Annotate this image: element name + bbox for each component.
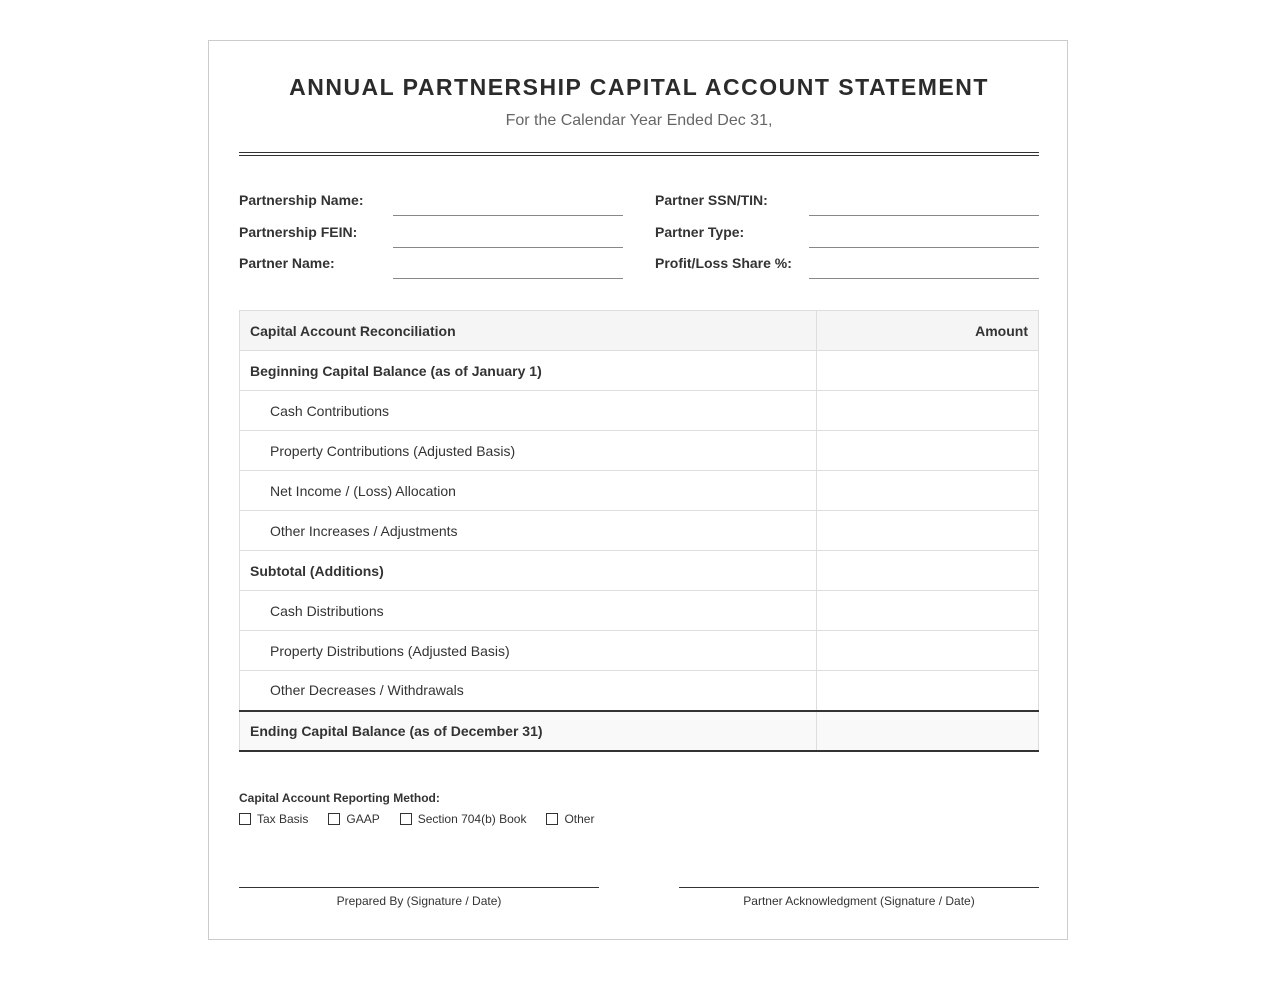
option-label: GAAP [346, 812, 380, 826]
option-tax-basis[interactable] [239, 812, 308, 826]
option-other[interactable] [546, 812, 594, 826]
row-label: Property Distributions (Adjusted Basis) [240, 631, 817, 671]
option-section-704b[interactable] [400, 812, 527, 826]
field-label: Partner Type: [655, 224, 745, 240]
table-row-property-contributions [240, 431, 1039, 471]
header-divider [239, 152, 1039, 156]
profit-loss-share-field[interactable] [809, 278, 1039, 279]
partnership-fein-field[interactable] [393, 247, 623, 248]
field-label: Partner SSN/TIN: [655, 192, 768, 208]
reporting-method-label: Capital Account Reporting Method: [239, 791, 440, 805]
amount-cell[interactable] [817, 591, 1039, 631]
amount-cell[interactable] [817, 671, 1039, 711]
partner-name-field[interactable] [393, 278, 623, 279]
prepared-by-signature-line[interactable] [239, 887, 599, 888]
option-gaap[interactable] [328, 812, 379, 826]
amount-cell[interactable] [817, 711, 1039, 751]
amount-cell[interactable] [817, 631, 1039, 671]
table-header-row [240, 311, 1039, 351]
partner-acknowledgment-signature-line[interactable] [679, 887, 1039, 888]
table-row-cash-distributions [240, 591, 1039, 631]
table-row-other-decreases [240, 671, 1039, 711]
option-label: Section 704(b) Book [417, 812, 527, 826]
row-label: Beginning Capital Balance (as of January 1) [240, 351, 817, 391]
column-header-amount: Amount [817, 311, 1039, 351]
checkbox-gaap[interactable] [328, 813, 340, 825]
amount-cell[interactable] [817, 551, 1039, 591]
field-partner-type [655, 224, 1039, 248]
amount-cell[interactable] [817, 351, 1039, 391]
row-label: Other Decreases / Withdrawals [240, 671, 817, 711]
partner-type-field[interactable] [809, 247, 1039, 248]
amount-cell[interactable] [817, 511, 1039, 551]
prepared-by-caption: Prepared By (Signature / Date) [336, 894, 502, 908]
amount-cell[interactable] [817, 391, 1039, 431]
row-label: Property Contributions (Adjusted Basis) [240, 431, 817, 471]
checkbox-section-704b[interactable] [400, 813, 412, 825]
table-row-beginning-balance [240, 351, 1039, 391]
table-row-net-income [240, 471, 1039, 511]
statement-sheet [208, 40, 1068, 940]
row-label: Ending Capital Balance (as of December 31) [240, 711, 817, 751]
field-label: Partnership Name: [239, 192, 364, 208]
amount-cell[interactable] [817, 431, 1039, 471]
field-partner-ssn [655, 192, 1039, 216]
partnership-name-field[interactable] [393, 215, 623, 216]
option-label: Tax Basis [257, 812, 309, 826]
row-label: Subtotal (Additions) [240, 551, 817, 591]
partner-ssn-field[interactable] [809, 215, 1039, 216]
field-label: Partner Name: [239, 255, 335, 271]
field-partnership-fein [239, 224, 623, 248]
option-label: Other [564, 812, 595, 826]
table-row-cash-contributions [240, 391, 1039, 431]
amount-cell[interactable] [817, 471, 1039, 511]
partner-acknowledgment-caption: Partner Acknowledgment (Signature / Date) [743, 894, 975, 908]
field-label: Partnership FEIN: [239, 224, 358, 240]
checkbox-other[interactable] [546, 813, 558, 825]
table-row-subtotal [240, 551, 1039, 591]
partner-acknowledgment-signature [679, 887, 1039, 908]
checkbox-tax-basis[interactable] [239, 813, 251, 825]
field-partner-name [239, 255, 623, 279]
page-title: ANNUAL PARTNERSHIP CAPITAL ACCOUNT STATEMENT [289, 74, 989, 100]
column-header-description: Capital Account Reconciliation [240, 311, 817, 351]
table-row-property-distributions [240, 631, 1039, 671]
table-row-other-increases [240, 511, 1039, 551]
capital-reconciliation-table [239, 310, 1039, 752]
row-label: Other Increases / Adjustments [240, 511, 817, 551]
table-row-ending-balance [240, 711, 1039, 751]
reporting-method-options [239, 812, 614, 826]
row-label: Net Income / (Loss) Allocation [240, 471, 817, 511]
page-subtitle: For the Calendar Year Ended Dec 31, [505, 112, 773, 129]
field-partnership-name [239, 192, 623, 216]
field-profit-loss-share [655, 255, 1039, 279]
field-label: Profit/Loss Share %: [655, 255, 792, 271]
row-label: Cash Contributions [240, 391, 817, 431]
prepared-by-signature [239, 887, 599, 908]
row-label: Cash Distributions [240, 591, 817, 631]
